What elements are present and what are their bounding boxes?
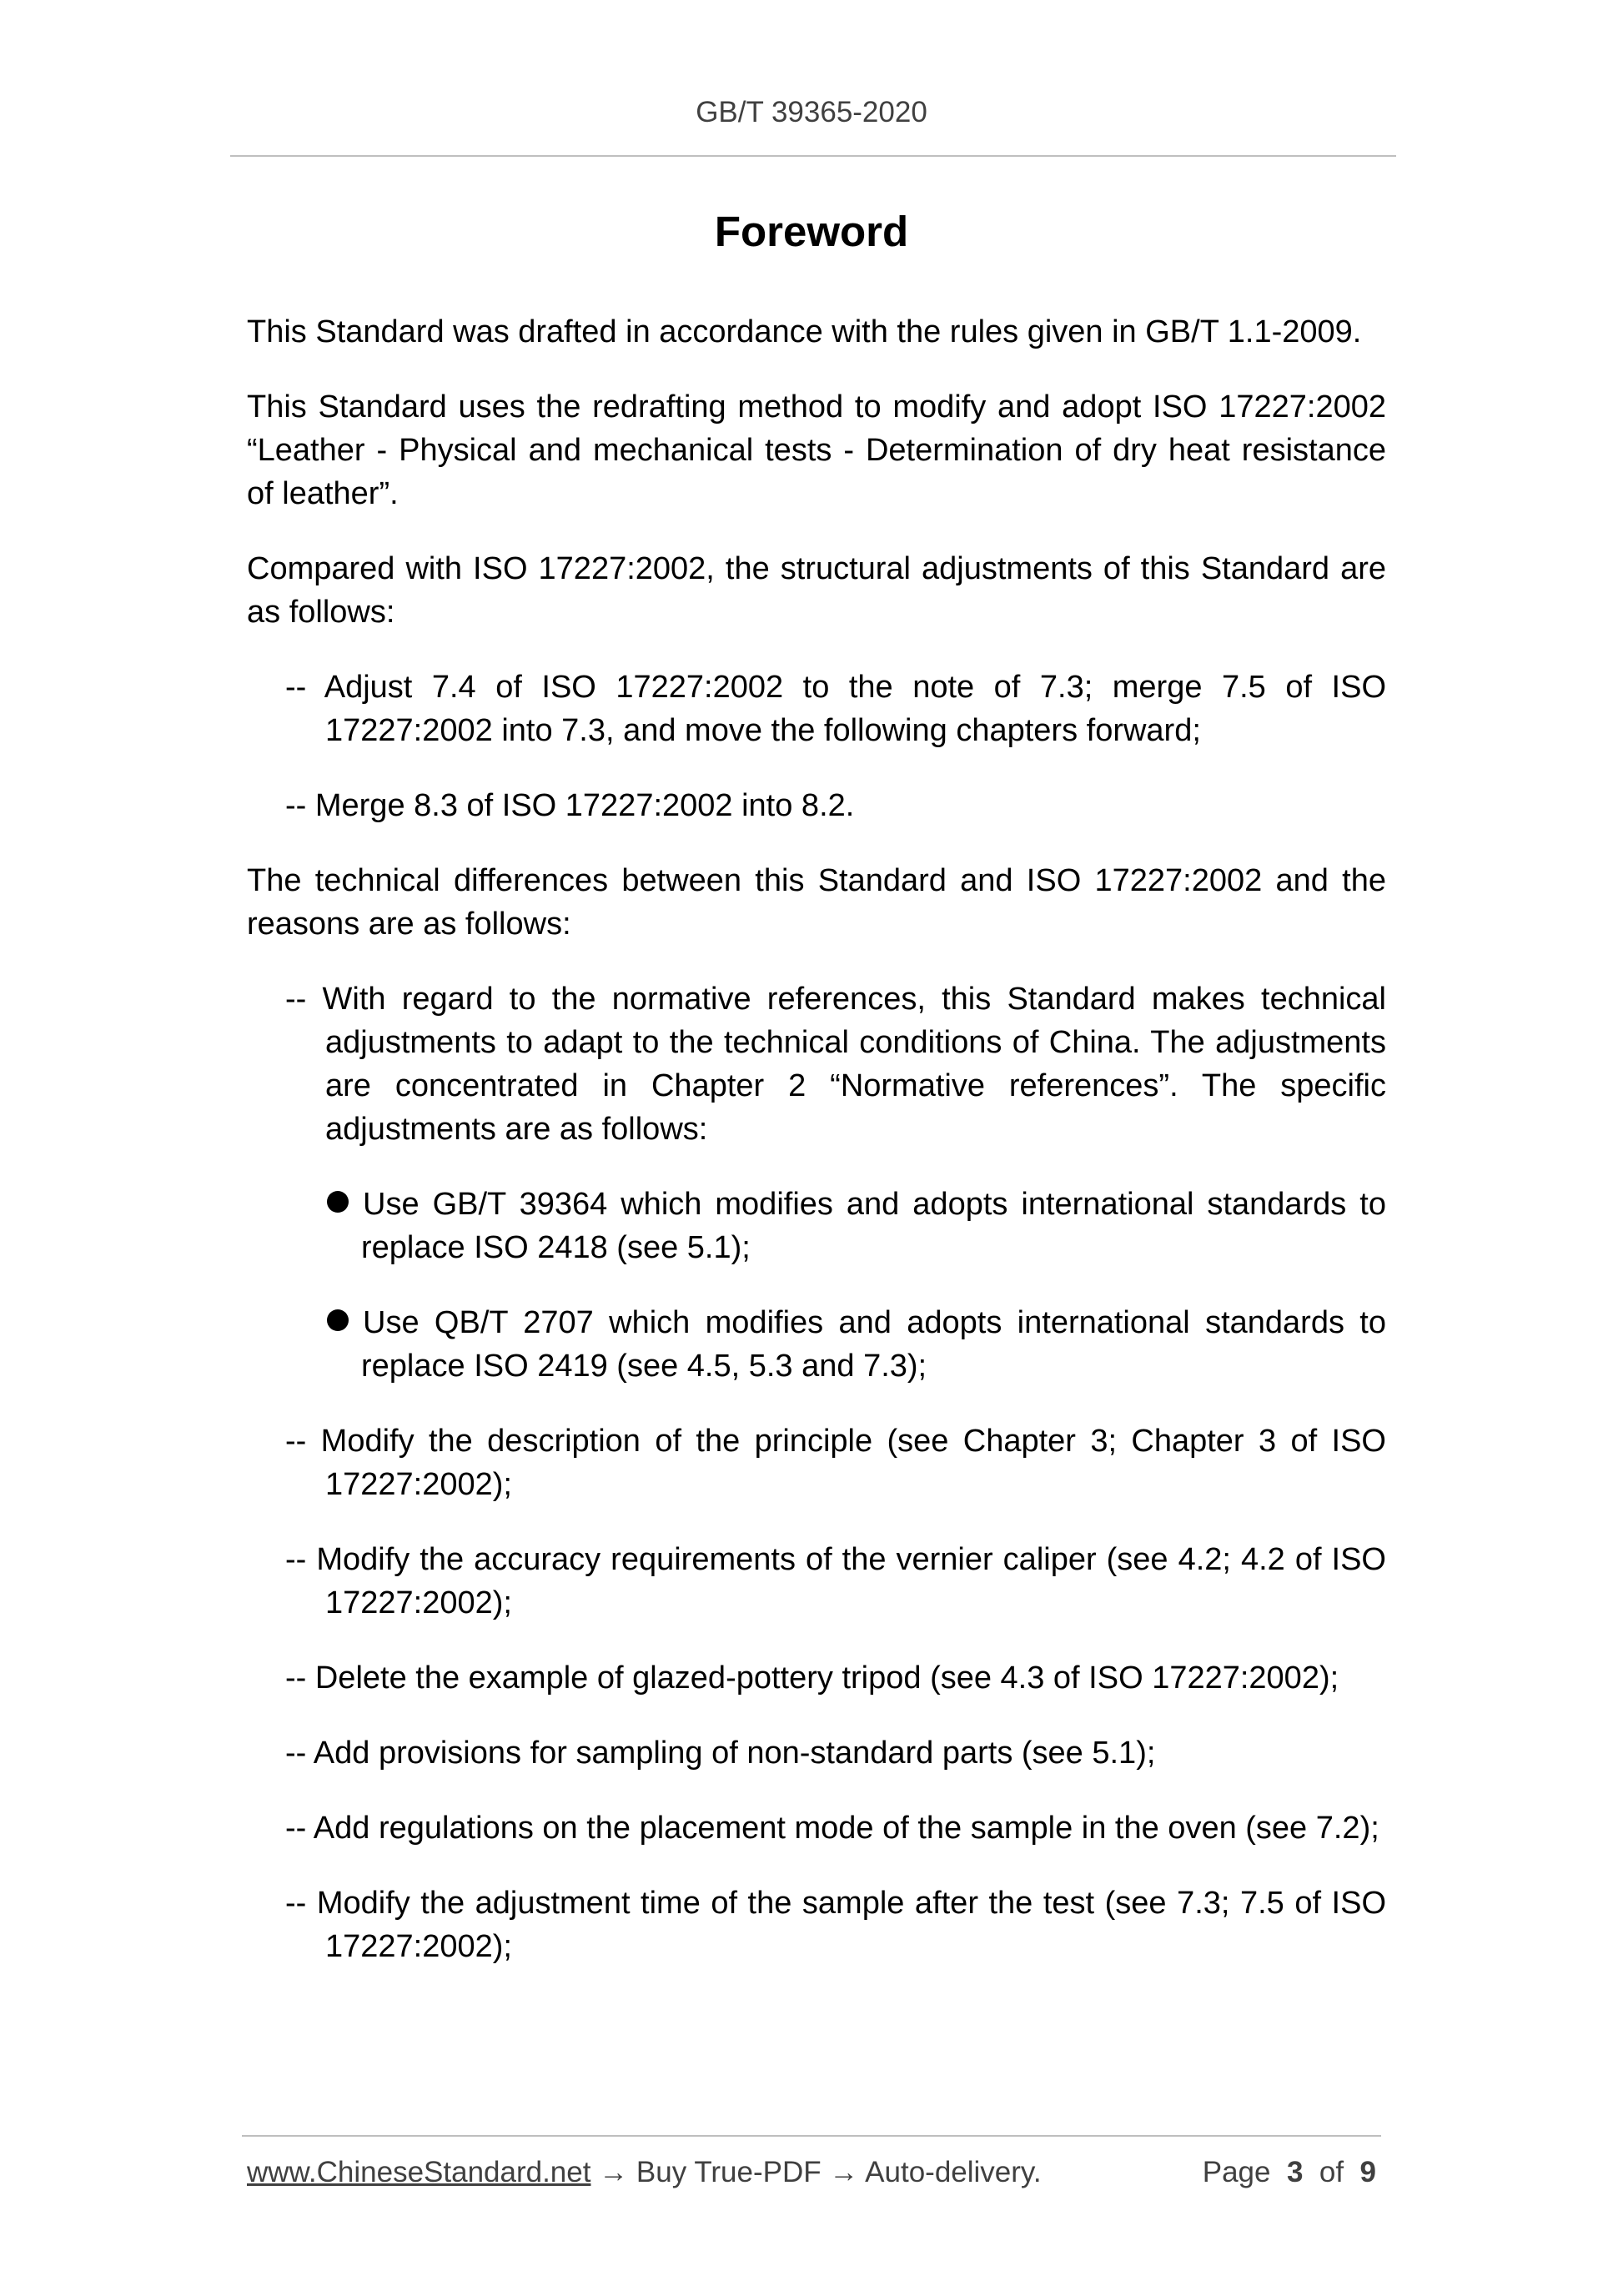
footer-promo [247,2156,1042,2189]
page-total: 9 [1359,2156,1376,2188]
document-header-id: GB/T 39365-2020 [696,96,927,128]
bullet-item-text: Use QB/T 2707 which modifies and adopts international standards to replace ISO 2419 (see 4.5, 5.3 and 7.3); [361,1305,1386,1384]
page-current: 3 [1286,2156,1304,2188]
list-item-structural-2: -- Merge 8.3 of ISO 17227:2002 into 8.2. [285,788,855,823]
list-item-technical-3: -- Modify the accuracy requirements of the vernier caliper (see 4.2; 4.2 of ISO 17227:2002); [285,1542,1386,1620]
page-of-label: of [1319,2156,1344,2188]
list-item-structural-1: -- Adjust 7.4 of ISO 17227:2002 to the note of 7.3; merge 7.5 of ISO 17227:2002 into 7.3, and move the following chapters forward; [285,670,1386,748]
bullet-item-2 [327,1301,1386,1388]
header-divider [230,155,1396,157]
paragraph-drafting-rules: This Standard was drafted in accordance with the rules given in GB/T 1.1-2009. [247,314,1362,349]
page-label: Page [1202,2156,1271,2188]
paragraph-adoption-method: This Standard uses the redrafting method to modify and adopt ISO 17227:2002 “Leather - Physical and mechanical tests - Determination of dry heat resistance of leather”. [247,389,1386,511]
footer-divider [242,2135,1381,2137]
list-item-technical-2: -- Modify the description of the principle (see Chapter 3; Chapter 3 of ISO 17227:2002); [285,1424,1386,1502]
document-body [247,310,1386,2000]
list-item-technical-6: -- Add regulations on the placement mode of the sample in the oven (see 7.2); [285,1811,1379,1846]
list-item-technical-1: -- With regard to the normative references, this Standard makes technical adjustments to adapt to the technical conditions of China. The adjustments are concentrated in Chapter 2 “Normative references”. The specific adjustments are as follows: [285,982,1386,1147]
bullet-icon [327,1191,349,1213]
paragraph-technical-intro: The technical differences between this Standard and ISO 17227:2002 and the reasons are as follows: [247,863,1386,942]
paragraph-structural-intro: Compared with ISO 17227:2002, the structural adjustments of this Standard are as follows: [247,551,1386,630]
footer-promo-text: → Buy True-PDF → Auto-delivery. [590,2156,1042,2188]
bullet-item-1 [327,1183,1386,1269]
page-indicator [1203,2156,1376,2189]
page-title: Foreword [714,208,909,255]
list-item-technical-4: -- Delete the example of glazed-pottery tripod (see 4.3 of ISO 17227:2002); [285,1660,1339,1696]
bullet-item-text: Use GB/T 39364 which modifies and adopts international standards to replace ISO 2418 (see 5.1); [361,1187,1386,1265]
website-link[interactable]: www.ChineseStandard.net [247,2156,591,2188]
list-item-technical-7: -- Modify the adjustment time of the sample after the test (see 7.3; 7.5 of ISO 17227:2002); [285,1886,1386,1964]
bullet-icon [327,1309,349,1331]
list-item-technical-5: -- Add provisions for sampling of non-standard parts (see 5.1); [285,1736,1156,1771]
